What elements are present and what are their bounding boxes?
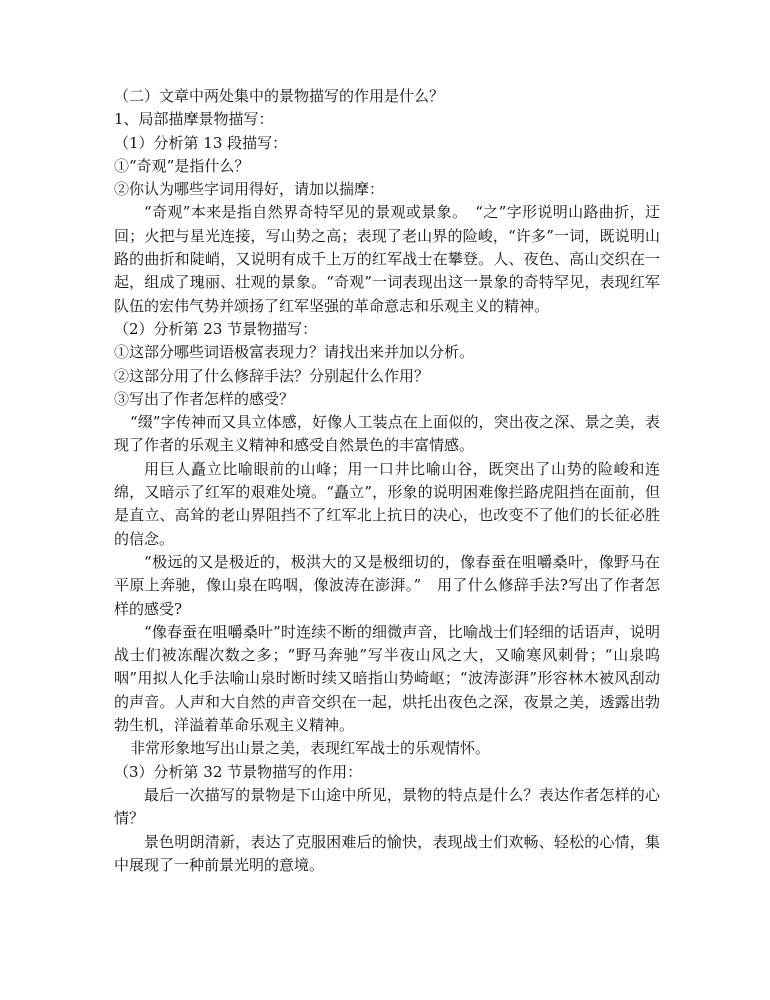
question-item: ①这部分哪些词语极富表现力？请找出来并加以分析。	[114, 343, 475, 362]
document-page	[114, 85, 660, 877]
answer-paragraph: 景色明朗清新，表达了克服困难后的愉快，表现战士们欢畅、轻松的心情，集中展现了一种前景光明的意境。	[114, 832, 660, 874]
answer-paragraph: 非常形象地写出山景之美，表现红军战士的乐观情怀。	[130, 739, 491, 758]
answer-paragraph: “像春蚕在咀嚼桑叶”时连续不断的细微声音，比喻战士们轻细的话语声，说明战士们被冻醒次数之多；“野马奔驰”写半夜山风之大，又喻寒风刺骨；“山泉呜咽”用拟人化手法喻山泉时断时续又暗指山势崎岖；“波涛澎湃”形容林木被风刮动的声音。人声和大自然的声音交织在一起，烘托出夜色之深，夜景之美，透露出勃勃生机，洋溢着革命乐观主义精神。	[114, 622, 660, 735]
question-item: ②你认为哪些字词用得好，请加以揣摩：	[114, 180, 385, 199]
quote-paragraph: “极远的又是极近的，极洪大的又是极细切的，像春蚕在咀嚼桑叶，像野马在平原上奔驰，像山泉在呜咽，像波涛在澎湃。” 用了什么修辞手法?写出了作者怎样的感受?	[114, 552, 660, 618]
subsection-heading-1: （1）分析第 13 段描写：	[114, 133, 288, 152]
question-paragraph: 最后一次描写的景物是下山途中所见，景物的特点是什么？表达作者怎样的心情？	[114, 785, 660, 828]
subsection-heading-3: （3）分析第 32 节景物描写的作用：	[114, 762, 363, 781]
section-heading: 1、局部描摩景物描写：	[114, 110, 274, 129]
question-item: ②这部分用了什么修辞手法？分别起什么作用？	[114, 366, 430, 385]
question-item: ①“奇观”是指什么？	[114, 156, 250, 175]
question-item: ③写出了作者怎样的感受？	[114, 389, 295, 408]
subsection-heading-2: （2）分析第 23 节景物描写：	[114, 319, 318, 338]
answer-paragraph: “缀”字传神而又具立体感，好像人工装点在上面似的，突出夜之深、景之美，表现了作者的乐观主义精神和感受自然景色的丰富情感。	[114, 413, 660, 455]
answer-paragraph: 用巨人矗立比喻眼前的山峰；用一口井比喻山谷，既突出了山势的险峻和连绵，又暗示了红军的艰难处境。“矗立”，形象的说明困难像拦路虎阻挡在面前，但是直立、高耸的老山界阻挡不了红军北上抗日的决心，也改变不了他们的长征必胜的信念。	[114, 459, 660, 548]
question-heading: （二）文章中两处集中的景物描写的作用是什么？	[114, 87, 445, 105]
answer-paragraph: “奇观”本来是指自然界奇特罕见的景观或景象。 “之”字形说明山路曲折，迂回；火把与星光连接，写山势之高；表现了老山界的险峻，“许多”一词，既说明山路的曲折和陡峭，又说明有成千上万的红军战士在攀登。人、夜色、高山交织在一起，组成了瑰丽、壮观的景象。“奇观”一词表现出这一景象的奇特罕见，表现红军队伍的宏伟气势并颂扬了红军坚强的革命意志和乐观主义的精神。	[114, 203, 660, 315]
